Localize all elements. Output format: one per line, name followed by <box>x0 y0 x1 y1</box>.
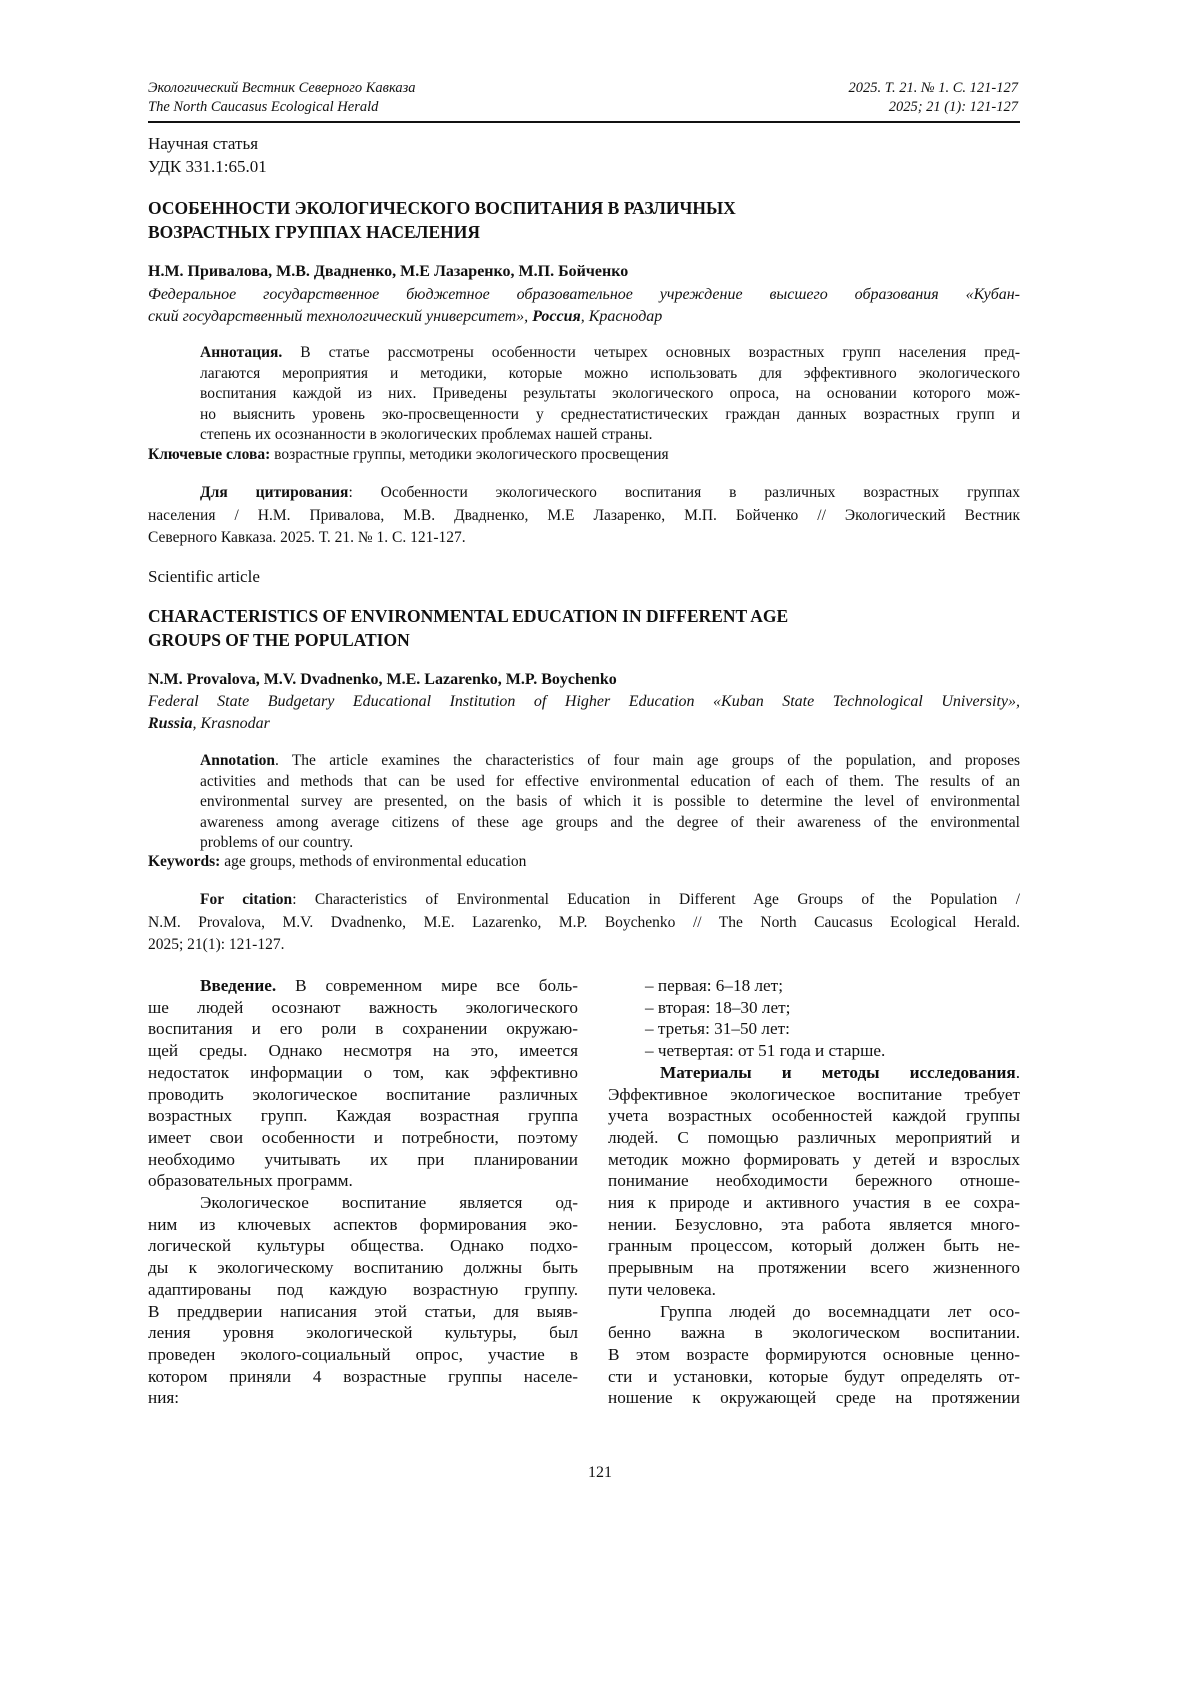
body-line: образовательных программ. <box>148 1170 578 1192</box>
annotation-line: problems of our country. <box>200 833 1020 854</box>
authors-ru: Н.М. Привалова, М.В. Двадненко, М.Е Лазаренко, М.П. Бойченко <box>148 261 628 283</box>
keywords-label: Keywords: <box>148 853 220 870</box>
body-line: проводить экологическое воспитание различных <box>148 1084 578 1106</box>
body-line: людей. С помощью различных мероприятий и <box>608 1127 1020 1149</box>
body-line: В этом возрасте формируются основные ценно- <box>608 1344 1020 1366</box>
body-line: воспитания и его роли в сохранении окружаю- <box>148 1018 578 1040</box>
citation-line: населения / Н.М. Привалова, М.В. Двадненко, М.Е Лазаренко, М.П. Бойченко // Экологический Вестник <box>148 505 1020 528</box>
age-group-item: – третья: 31–50 лет: <box>608 1018 1020 1040</box>
body-line: адаптированы под каждую возрастную группу. <box>148 1279 578 1301</box>
body-line: ним из ключевых аспектов формирования эко- <box>148 1214 578 1236</box>
intro-label: Введение. <box>200 976 276 995</box>
body-left-column <box>148 975 578 1409</box>
citation-line: N.M. Provalova, M.V. Dvadnenko, M.E. Lazarenko, M.P. Boychenko // The North Caucasus Ecological Herald. <box>148 912 1020 935</box>
body-line: ношение к окружающей среде на протяжении <box>608 1387 1020 1409</box>
body-line: щей среды. Однако несмотря на это, имеется <box>148 1040 578 1062</box>
body-line: Экологическое воспитание является од- <box>148 1192 578 1214</box>
article-type-label: Научная статья <box>148 132 267 155</box>
article-title-en <box>148 604 788 652</box>
body-line: нении. Безусловно, эта работа является много- <box>608 1214 1020 1236</box>
citation-line: : Особенности экологического воспитания в различных возрастных группах <box>348 484 1020 501</box>
authors-en: N.M. Provalova, M.V. Dvadnenko, M.E. Lazarenko, M.P. Boychenko <box>148 669 617 691</box>
journal-name-en: The North Caucasus Ecological Herald <box>148 98 416 117</box>
journal-name-ru: Экологический Вестник Северного Кавказа <box>148 79 416 98</box>
annotation-label: Annotation <box>200 752 275 769</box>
affiliation-ru <box>148 284 1020 327</box>
citation-en <box>148 889 1020 957</box>
methods-heading: Материалы и методы исследования <box>660 1063 1016 1082</box>
affiliation-country: Russia <box>148 715 192 732</box>
citation-ru <box>148 482 1020 550</box>
affiliation-line: Федеральное государственное бюджетное образовательное учреждение высшего образования «Кубан- <box>148 284 1020 306</box>
body-line: ды к экологическому воспитанию должны быть <box>148 1257 578 1279</box>
body-line: пути человека. <box>608 1279 1020 1301</box>
annotation-label: Аннотация. <box>200 344 282 361</box>
issue-ref-ru: 2025. Т. 21. № 1. С. 121-127 <box>849 79 1018 98</box>
body-line: имеет свои особенности и потребности, поэтому <box>148 1127 578 1149</box>
body-line: ния к природе и активного участия в ее сохра- <box>608 1192 1020 1214</box>
annotation-line: лагаются мероприятия и методики, которые можно использовать для эффективного экологического <box>200 364 1020 385</box>
age-group-item: – вторая: 18–30 лет; <box>608 997 1020 1019</box>
body-line: недостаток информации о том, как эффективно <box>148 1062 578 1084</box>
body-line: ления уровня экологической культуры, был <box>148 1322 578 1344</box>
udk-code: УДК 331.1:65.01 <box>148 155 267 178</box>
body-text: В современном мире все боль- <box>276 976 578 995</box>
article-title-ru <box>148 196 736 244</box>
body-line: проведен эколого-социальный опрос, участие в <box>148 1344 578 1366</box>
page-number: 121 <box>0 1464 1200 1482</box>
citation-label: Для цитирования <box>200 484 348 501</box>
body-line: В преддверии написания этой статьи, для выяв- <box>148 1301 578 1323</box>
age-group-item: – первая: 6–18 лет; <box>608 975 1020 997</box>
title-line: ОСОБЕННОСТИ ЭКОЛОГИЧЕСКОГО ВОСПИТАНИЯ В РАЗЛИЧНЫХ <box>148 196 736 220</box>
affiliation-line: ский государственный технологический университет», <box>148 308 532 325</box>
keywords-ru <box>148 445 669 466</box>
citation-line: Северного Кавказа. 2025. Т. 21. № 1. С. 121-127. <box>148 527 1020 550</box>
running-header-right <box>849 79 1018 117</box>
citation-line: : Characteristics of Environmental Education in Different Age Groups of the Population / <box>292 891 1020 908</box>
title-line: CHARACTERISTICS OF ENVIRONMENTAL EDUCATION IN DIFFERENT AGE <box>148 604 788 628</box>
body-line: прерывным на протяжении всего жизненного <box>608 1257 1020 1279</box>
annotation-line: awareness among average citizens of these age groups and the degree of their awareness of the environmental <box>200 813 1020 834</box>
body-right-column <box>608 975 1020 1409</box>
body-line: гранным процессом, который должен быть не- <box>608 1235 1020 1257</box>
affiliation-line: Federal State Budgetary Educational Institution of Higher Education «Kuban State Technological University», <box>148 691 1020 713</box>
header-rule <box>148 121 1020 123</box>
body-line <box>148 975 578 997</box>
body-line: Группа людей до восемнадцати лет осо- <box>608 1301 1020 1323</box>
title-line: ВОЗРАСТНЫХ ГРУППАХ НАСЕЛЕНИЯ <box>148 220 736 244</box>
running-header-left <box>148 79 416 117</box>
annotation-line: воспитания каждой из них. Приведены результаты экологического опроса, на основании которого мож- <box>200 384 1020 405</box>
keywords-text: age groups, methods of environmental education <box>220 853 526 870</box>
keywords-en <box>148 852 526 873</box>
affiliation-country: Россия <box>532 308 581 325</box>
body-line: ния: <box>148 1387 578 1409</box>
article-type-ru <box>148 132 267 178</box>
annotation-line: . The article examines the characteristics of four main age groups of the population, and proposes <box>275 752 1020 769</box>
age-group-item: – четвертая: от 51 года и старше. <box>608 1040 1020 1062</box>
affiliation-city: , Краснодар <box>581 308 663 325</box>
body-line: котором приняли 4 возрастные группы населе- <box>148 1366 578 1388</box>
body-line: понимание необходимости бережного отноше- <box>608 1170 1020 1192</box>
affiliation-en <box>148 691 1020 734</box>
body-line: методик можно формировать у детей и взрослых <box>608 1149 1020 1171</box>
affiliation-city: , Krasnodar <box>192 715 269 732</box>
keywords-label: Ключевые слова: <box>148 446 270 463</box>
methods-dot: . <box>1016 1063 1020 1082</box>
issue-ref-en: 2025; 21 (1): 121-127 <box>849 98 1018 117</box>
annotation-line: В статье рассмотрены особенности четырех основных возрастных групп населения пред- <box>282 344 1020 361</box>
body-line: Эффективное экологическое воспитание требует <box>608 1084 1020 1106</box>
annotation-line: activities and methods that can be used for effective environmental education of each of them. The results of an <box>200 772 1020 793</box>
annotation-ru <box>200 343 1020 446</box>
keywords-text: возрастные группы, методики экологического просвещения <box>270 446 668 463</box>
body-line: учета возрастных особенностей каждой группы <box>608 1105 1020 1127</box>
title-line: GROUPS OF THE POPULATION <box>148 628 788 652</box>
annotation-line: environmental survey are presented, on the basis of which it is possible to determine the level of environmental <box>200 792 1020 813</box>
body-line <box>608 1062 1020 1084</box>
citation-label: For citation <box>200 891 292 908</box>
body-line: сти и установки, которые будут определять от- <box>608 1366 1020 1388</box>
body-line: ше людей осознают важность экологического <box>148 997 578 1019</box>
annotation-line: степень их осознанности в экологических проблемах нашей страны. <box>200 425 1020 446</box>
body-line: возрастных групп. Каждая возрастная группа <box>148 1105 578 1127</box>
annotation-en <box>200 751 1020 854</box>
article-type-en: Scientific article <box>148 565 260 588</box>
citation-line: 2025; 21(1): 121-127. <box>148 934 1020 957</box>
body-line: бенно важна в экологическом воспитании. <box>608 1322 1020 1344</box>
body-line: логической культуры общества. Однако подхо- <box>148 1235 578 1257</box>
annotation-line: но выяснить уровень эко-просвещенности у среднестатистических граждан данных возрастных групп и <box>200 405 1020 426</box>
body-line: необходимо учитывать их при планировании <box>148 1149 578 1171</box>
